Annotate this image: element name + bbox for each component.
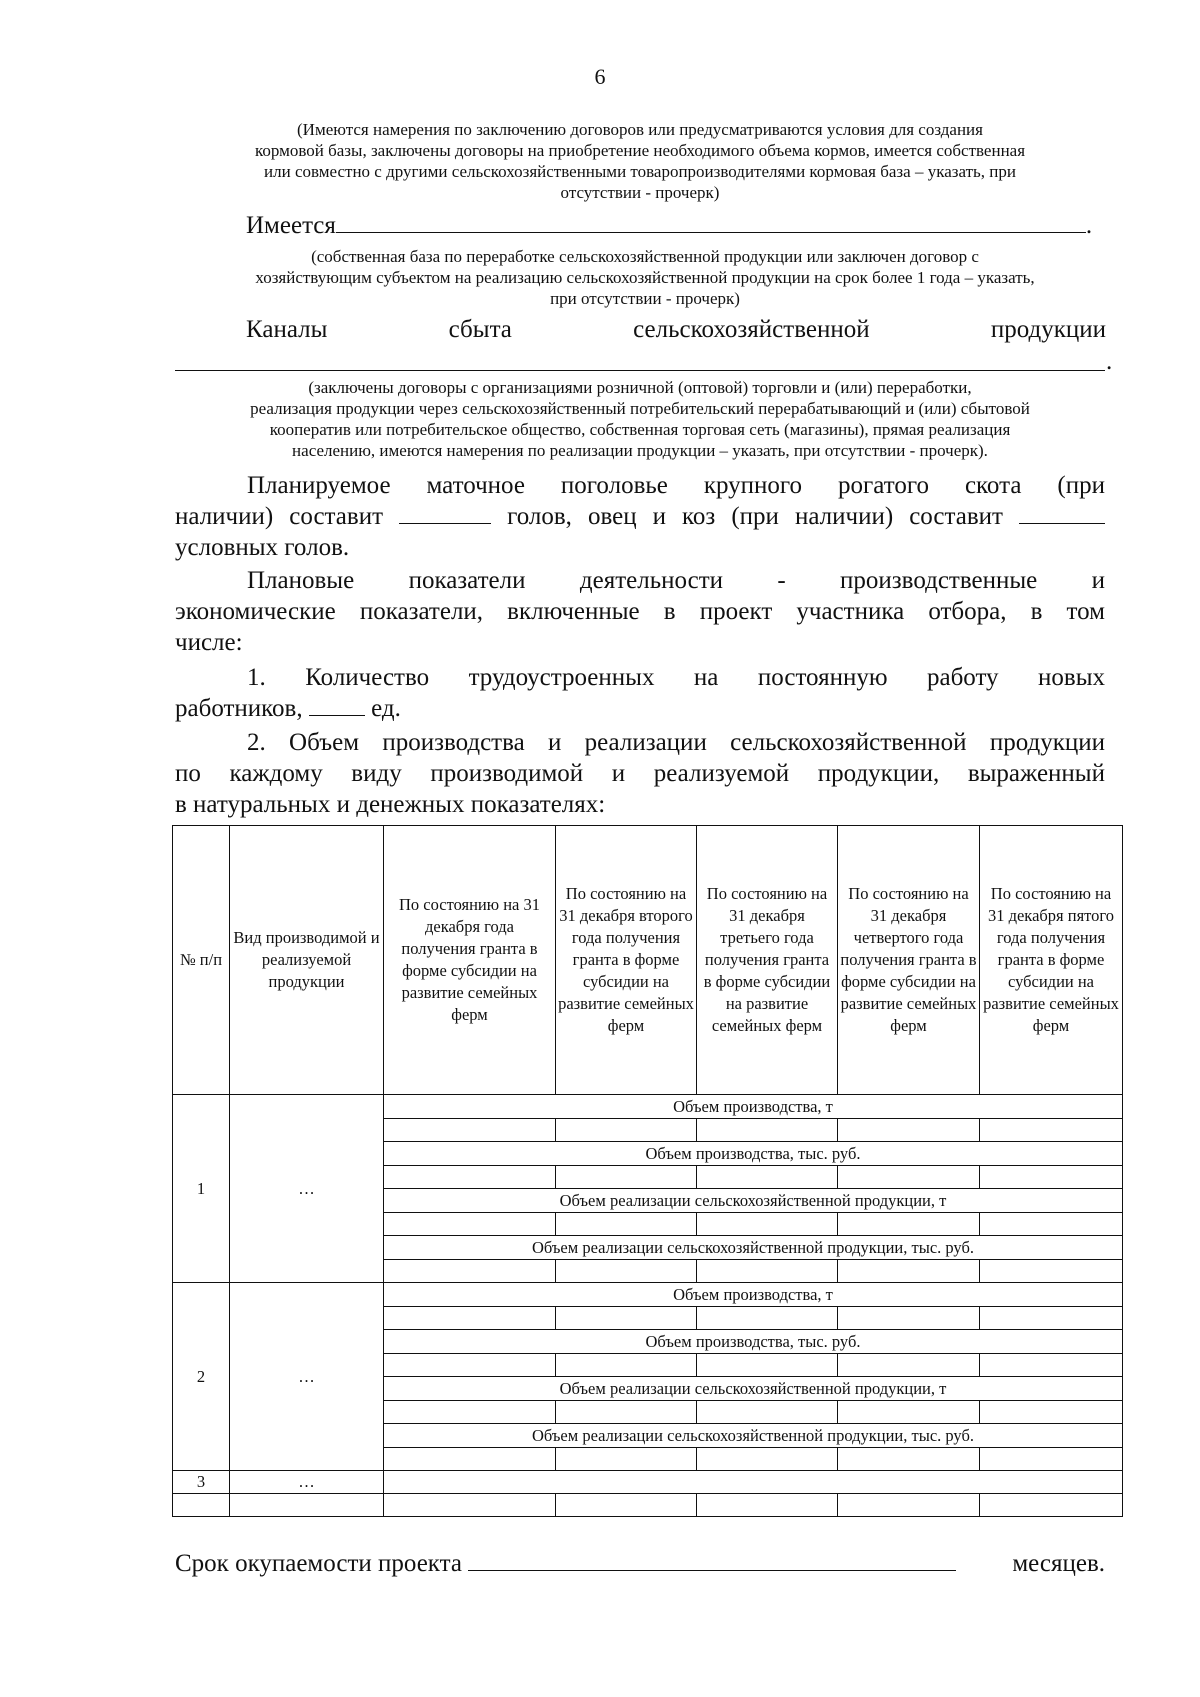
item1-line2: работников, ед. xyxy=(175,695,401,722)
cattle-blank[interactable] xyxy=(399,503,491,524)
payback-unit: месяцев. xyxy=(1012,1550,1105,1577)
band-label: Объем реализации сельскохозяйственной продукции, т xyxy=(384,1189,1123,1213)
band-label: Объем реализации сельскохозяйственной продукции, тыс. руб. xyxy=(384,1236,1123,1260)
has-line: Имеется . xyxy=(246,212,1093,239)
livestock-paragraph: Планируемое маточное поголовье крупного рогатого скота (при наличии) составит голов, овец и коз (при наличии) составит условных голов. xyxy=(175,472,1105,561)
payback-line xyxy=(175,1548,1105,1579)
channels-line: Каналы сбыта сельскохозяйственной продукции xyxy=(246,316,1106,343)
payback-blank[interactable] xyxy=(468,1550,956,1571)
note-processing-base: (собственная база по переработке сельскохозяйственной продукции или заключен договор с хозяйствующим субъектом на реализацию сельскохозяйственной продукции на срок более 1 года – указать, при отсутствии - прочерк) xyxy=(255,247,1035,308)
has-blank[interactable] xyxy=(336,212,1086,233)
row-product[interactable]: … xyxy=(230,1095,384,1283)
note-sales-channels: (заключены договоры с организациями розничной (оптовой) торговли и (или) переработки, реализация продукции через сельскохозяйственный потребительский перерабатывающий и (или) сбытовой кооператив или потребительское общество, собственная торговая сеть (магазины), прямая реализация населению, имеются намерения по реализации продукции – указать, при отсутствии - прочерк). xyxy=(250,378,1030,460)
note-feed-base: (Имеются намерения по заключению договоров или предусматриваются условия для создания кормовой базы, заключены договоры на приобретение необходимого объема кормов, имеется собственная или совместно с другими сельскохозяйственными товаропроизводителями кормовая база – указать, при отсутствии - прочерк) xyxy=(254,120,1026,202)
row-product[interactable]: … xyxy=(230,1471,384,1494)
livestock-line2: наличии) составит голов, овец и коз (при наличии) составит xyxy=(175,501,1105,532)
table-header-row xyxy=(173,826,1123,1095)
band-label: Объем производства, т xyxy=(384,1283,1123,1307)
band-label: Объем реализации сельскохозяйственной продукции, т xyxy=(384,1377,1123,1401)
production-table xyxy=(172,825,1123,1517)
row-product[interactable]: … xyxy=(230,1283,384,1471)
band-label: Объем производства, тыс. руб. xyxy=(384,1142,1123,1166)
col-header-product: Вид производимой и реализуемой продукции xyxy=(230,826,384,1095)
row-number: 1 xyxy=(173,1095,230,1283)
item2-paragraph: 2. Объем производства и реализации сельскохозяйственной продукции по каждому виду производимой и реализуемой продукции, выраженный в натуральных и денежных показателях: xyxy=(175,729,1105,818)
band-label: Объем производства, т xyxy=(384,1095,1123,1119)
row-number: 3 xyxy=(173,1471,230,1494)
plan-paragraph: Плановые показатели деятельности - производственные и экономические показатели, включенные в проект участника отбора, в том числе: xyxy=(175,567,1105,656)
col-header-year3: По состоянию на 31 декабря третьего года получения гранта в форме субсидии на развитие семейных ферм xyxy=(697,826,838,1095)
band-label: Объем реализации сельскохозяйственной продукции, тыс. руб. xyxy=(384,1424,1123,1448)
table-row xyxy=(173,1095,1123,1119)
col-header-year5: По состоянию на 31 декабря пятого года получения гранта в форме субсидии на развитие семейных ферм xyxy=(980,826,1123,1095)
new-workers-blank[interactable] xyxy=(309,695,365,716)
col-header-year2: По состоянию на 31 декабря второго года получения гранта в форме субсидии на развитие семейных ферм xyxy=(556,826,697,1095)
row-number: 2 xyxy=(173,1283,230,1471)
sheep-goat-blank[interactable] xyxy=(1019,503,1105,524)
table-row xyxy=(173,1471,1123,1494)
table-row xyxy=(173,1283,1123,1307)
payback-label: Срок окупаемости проекта xyxy=(175,1550,462,1577)
has-label: Имеется xyxy=(246,212,336,239)
channels-blank[interactable] xyxy=(175,370,1105,371)
data-row xyxy=(173,1494,1123,1517)
col-header-year1: По состоянию на 31 декабря года получения гранта в форме субсидии на развитие семейных ферм xyxy=(384,826,556,1095)
page-number: 6 xyxy=(594,64,606,89)
col-header-year4: По состоянию на 31 декабря четвертого года получения гранта в форме субсидии на развитие семейных ферм xyxy=(838,826,980,1095)
item1-paragraph: 1. Количество трудоустроенных на постоянную работу новых работников, ед. xyxy=(175,664,1105,722)
band-label: Объем производства, тыс. руб. xyxy=(384,1330,1123,1354)
col-header-number: № п/п xyxy=(173,826,230,1095)
